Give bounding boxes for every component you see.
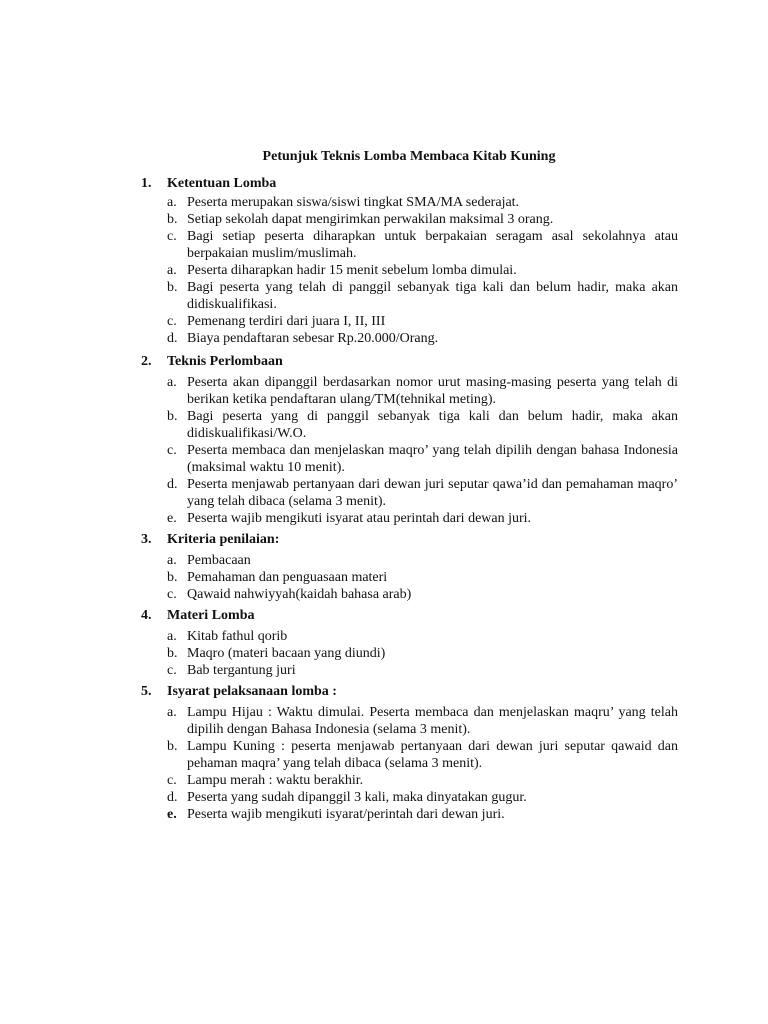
item-letter: c. (167, 443, 177, 458)
item-text: Pemenang terdiri dari juara I, II, III (187, 314, 386, 329)
item-letter: d. (167, 790, 178, 805)
item-letter: a. (167, 263, 177, 278)
list-item (167, 569, 678, 586)
section-heading-text: Teknis Perlombaan (167, 354, 283, 369)
item-letter: e. (167, 511, 177, 526)
item-letter: c. (167, 773, 177, 788)
item-letter: b. (167, 280, 178, 295)
list-item (167, 228, 678, 262)
list-item (167, 586, 678, 603)
list-item (167, 194, 678, 211)
list-item (167, 476, 678, 510)
list-item (167, 552, 678, 569)
item-list (141, 628, 678, 679)
item-letter: e. (167, 807, 177, 822)
item-letter: a. (167, 553, 177, 568)
list-item (167, 279, 678, 313)
section-4 (141, 607, 678, 679)
list-item (167, 789, 678, 806)
item-text: Bagi peserta yang di panggil sebanyak tiga kali dan belum hadir, maka akan didiskualifikasi/W.O. (187, 409, 678, 441)
item-letter: b. (167, 646, 178, 661)
item-letter: b. (167, 570, 178, 585)
section-5 (141, 683, 678, 823)
section-number: 4. (141, 608, 152, 623)
section-heading-text: Kriteria penilaian: (167, 532, 280, 547)
item-letter: b. (167, 409, 178, 424)
item-letter: c. (167, 663, 177, 678)
item-letter: c. (167, 229, 177, 244)
item-letter: a. (167, 705, 177, 720)
section-heading (141, 683, 678, 701)
item-text: Peserta wajib mengikuti isyarat atau perintah dari dewan juri. (187, 511, 532, 526)
section-heading (141, 607, 678, 625)
section-3 (141, 531, 678, 603)
section-number: 1. (141, 176, 152, 191)
item-text: Peserta diharapkan hadir 15 menit sebelum lomba dimulai. (187, 263, 517, 278)
list-item (167, 704, 678, 738)
item-text: Peserta yang sudah dipanggil 3 kali, maka dinyatakan gugur. (187, 790, 527, 805)
item-text: Lampu Hijau : Waktu dimulai. Peserta membaca dan menjelaskan maqru’ yang telah dipilih dengan Bahasa Indonesia (selama 3 menit). (187, 705, 678, 737)
item-text: Peserta wajib mengikuti isyarat/perintah dari dewan juri. (187, 807, 505, 822)
list-item (167, 408, 678, 442)
list-item (167, 645, 678, 662)
list-item (167, 211, 678, 228)
section-heading (141, 175, 678, 193)
item-letter: b. (167, 739, 178, 754)
item-text: Pembacaan (187, 553, 251, 568)
item-list (141, 374, 678, 527)
item-letter: a. (167, 375, 177, 390)
item-letter: d. (167, 331, 178, 346)
list-item (167, 628, 678, 645)
item-text: Peserta akan dipanggil berdasarkan nomor urut masing-masing peserta yang telah di berikan ketika pendaftaran ulang/TM(tehnikal meting). (187, 375, 678, 407)
section-heading (141, 353, 678, 371)
section-number: 2. (141, 354, 152, 369)
list-item (167, 510, 678, 527)
item-text: Biaya pendaftaran sebesar Rp.20.000/Orang. (187, 331, 439, 346)
item-text: Lampu Kuning : peserta menjawab pertanyaan dari dewan juri seputar qawaid dan pehaman maqra’ yang telah dibaca (selama 3 menit). (187, 739, 678, 771)
item-text: Bagi peserta yang telah di panggil sebanyak tiga kali dan belum hadir, maka akan didiskualifikasi. (187, 280, 678, 312)
item-letter: c. (167, 587, 177, 602)
item-letter: b. (167, 212, 178, 227)
list-item (167, 313, 678, 330)
section-heading-text: Materi Lomba (167, 608, 255, 623)
section-number: 3. (141, 532, 152, 547)
list-item (167, 442, 678, 476)
list-item (167, 806, 678, 823)
item-list (141, 552, 678, 603)
section-heading (141, 531, 678, 549)
list-item (167, 374, 678, 408)
item-text: Lampu merah : waktu berakhir. (187, 773, 364, 788)
item-text: Maqro (materi bacaan yang diundi) (187, 646, 386, 661)
section-number: 5. (141, 684, 152, 699)
item-list (141, 704, 678, 823)
list-item (167, 262, 678, 279)
document-body (141, 175, 678, 823)
item-letter: a. (167, 195, 177, 210)
item-text: Qawaid nahwiyyah(kaidah bahasa arab) (187, 587, 412, 602)
document-title: Petunjuk Teknis Lomba Membaca Kitab Kuning (262, 149, 556, 164)
item-text: Pemahaman dan penguasaan materi (187, 570, 388, 585)
item-text: Setiap sekolah dapat mengirimkan perwakilan maksimal 3 orang. (187, 212, 554, 227)
list-item (167, 738, 678, 772)
item-text: Peserta merupakan siswa/siswi tingkat SMA/MA sederajat. (187, 195, 520, 210)
item-text: Peserta menjawab pertanyaan dari dewan juri seputar qawa’id dan pemahaman maqro’ yang telah dibaca (selama 3 menit). (187, 477, 678, 509)
list-item (167, 330, 678, 347)
list-item (167, 662, 678, 679)
section-2 (141, 353, 678, 527)
item-text: Kitab fathul qorib (187, 629, 288, 644)
item-text: Bagi setiap peserta diharapkan untuk berpakaian seragam asal sekolahnya atau berpakaian muslim/muslimah. (187, 229, 678, 261)
item-letter: d. (167, 477, 178, 492)
section-heading-text: Isyarat pelaksanaan lomba : (167, 684, 337, 699)
item-letter: a. (167, 629, 177, 644)
item-letter: c. (167, 314, 177, 329)
list-item (167, 772, 678, 789)
item-list (141, 194, 678, 347)
section-heading-text: Ketentuan Lomba (167, 176, 277, 191)
item-text: Peserta membaca dan menjelaskan maqro’ yang telah dipilih dengan bahasa Indonesia (maksimal waktu 10 menit). (187, 443, 678, 475)
item-text: Bab tergantung juri (187, 663, 296, 678)
section-1 (141, 175, 678, 347)
